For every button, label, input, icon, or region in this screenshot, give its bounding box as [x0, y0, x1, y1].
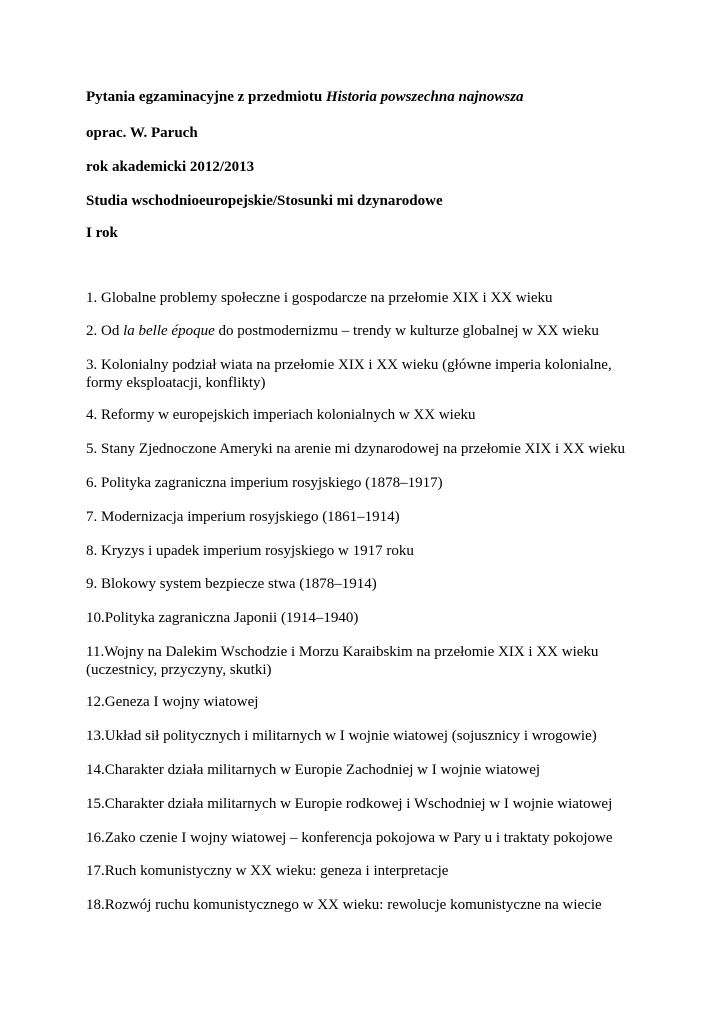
- question-item: 11.Wojny na Dalekim Wschodzie i Morzu Karaibskim na przełomie XIX i XX wieku: [86, 644, 599, 660]
- question-item: 12.Geneza I wojny wiatowej: [86, 694, 259, 710]
- question-item: 14.Charakter działa militarnych w Europie Zachodniej w I wojnie wiatowej: [86, 762, 541, 778]
- program-line: Studia wschodnioeuropejskie/Stosunki mi dzynarodowe: [86, 193, 443, 209]
- question-item: 7. Modernizacja imperium rosyjskiego (1861–1914): [86, 509, 400, 525]
- question-item: 4. Reformy w europejskich imperiach kolonialnych w XX wieku: [86, 407, 476, 423]
- question-item: 3. Kolonialny podział wiata na przełomie XIX i XX wieku (główne imperia kolonialne,: [86, 357, 612, 373]
- question-item: 9. Blokowy system bezpiecze stwa (1878–1914): [86, 576, 377, 592]
- author-line: oprac. W. Paruch: [86, 125, 198, 141]
- question-item-continuation: (uczestnicy, przyczyny, skutki): [86, 662, 272, 678]
- question-item: 5. Stany Zjednoczone Ameryki na arenie mi dzynarodowej na przełomie XIX i XX wieku: [86, 441, 625, 457]
- question-italic: la belle époque: [123, 323, 215, 339]
- question-item: [86, 322, 599, 340]
- question-item: 15.Charakter działa militarnych w Europie rodkowej i Wschodniej w I wojnie wiatowej: [86, 796, 613, 812]
- question-item: 17.Ruch komunistyczny w XX wieku: geneza i interpretacje: [86, 863, 449, 879]
- document-title: [86, 88, 524, 106]
- question-item: 13.Układ sił politycznych i militarnych w I wojnie wiatowej (sojusznicy i wrogowie): [86, 728, 597, 744]
- question-item: 10.Polityka zagraniczna Japonii (1914–1940): [86, 610, 359, 626]
- question-item: 6. Polityka zagraniczna imperium rosyjskiego (1878–1917): [86, 475, 443, 491]
- question-item-continuation: formy eksploatacji, konflikty): [86, 375, 266, 391]
- question-item: 1. Globalne problemy społeczne i gospodarcze na przełomie XIX i XX wieku: [86, 290, 553, 306]
- question-suffix: do postmodernizmu – trendy w kulturze globalnej w XX wieku: [214, 323, 599, 339]
- question-item: 8. Kryzys i upadek imperium rosyjskiego w 1917 roku: [86, 543, 414, 559]
- year-line: I rok: [86, 225, 118, 241]
- academic-year-line: rok akademicki 2012/2013: [86, 159, 255, 175]
- title-subject: Historia powszechna najnowsza: [325, 89, 524, 105]
- question-item: 18.Rozwój ruchu komunistycznego w XX wieku: rewolucje komunistyczne na wiecie: [86, 897, 602, 913]
- question-prefix: 2. Od: [86, 323, 124, 339]
- title-prefix: Pytania egzaminacyjne z przedmiotu: [86, 89, 326, 105]
- question-item: 16.Zako czenie I wojny wiatowej – konferencja pokojowa w Pary u i traktaty pokojowe: [86, 830, 613, 846]
